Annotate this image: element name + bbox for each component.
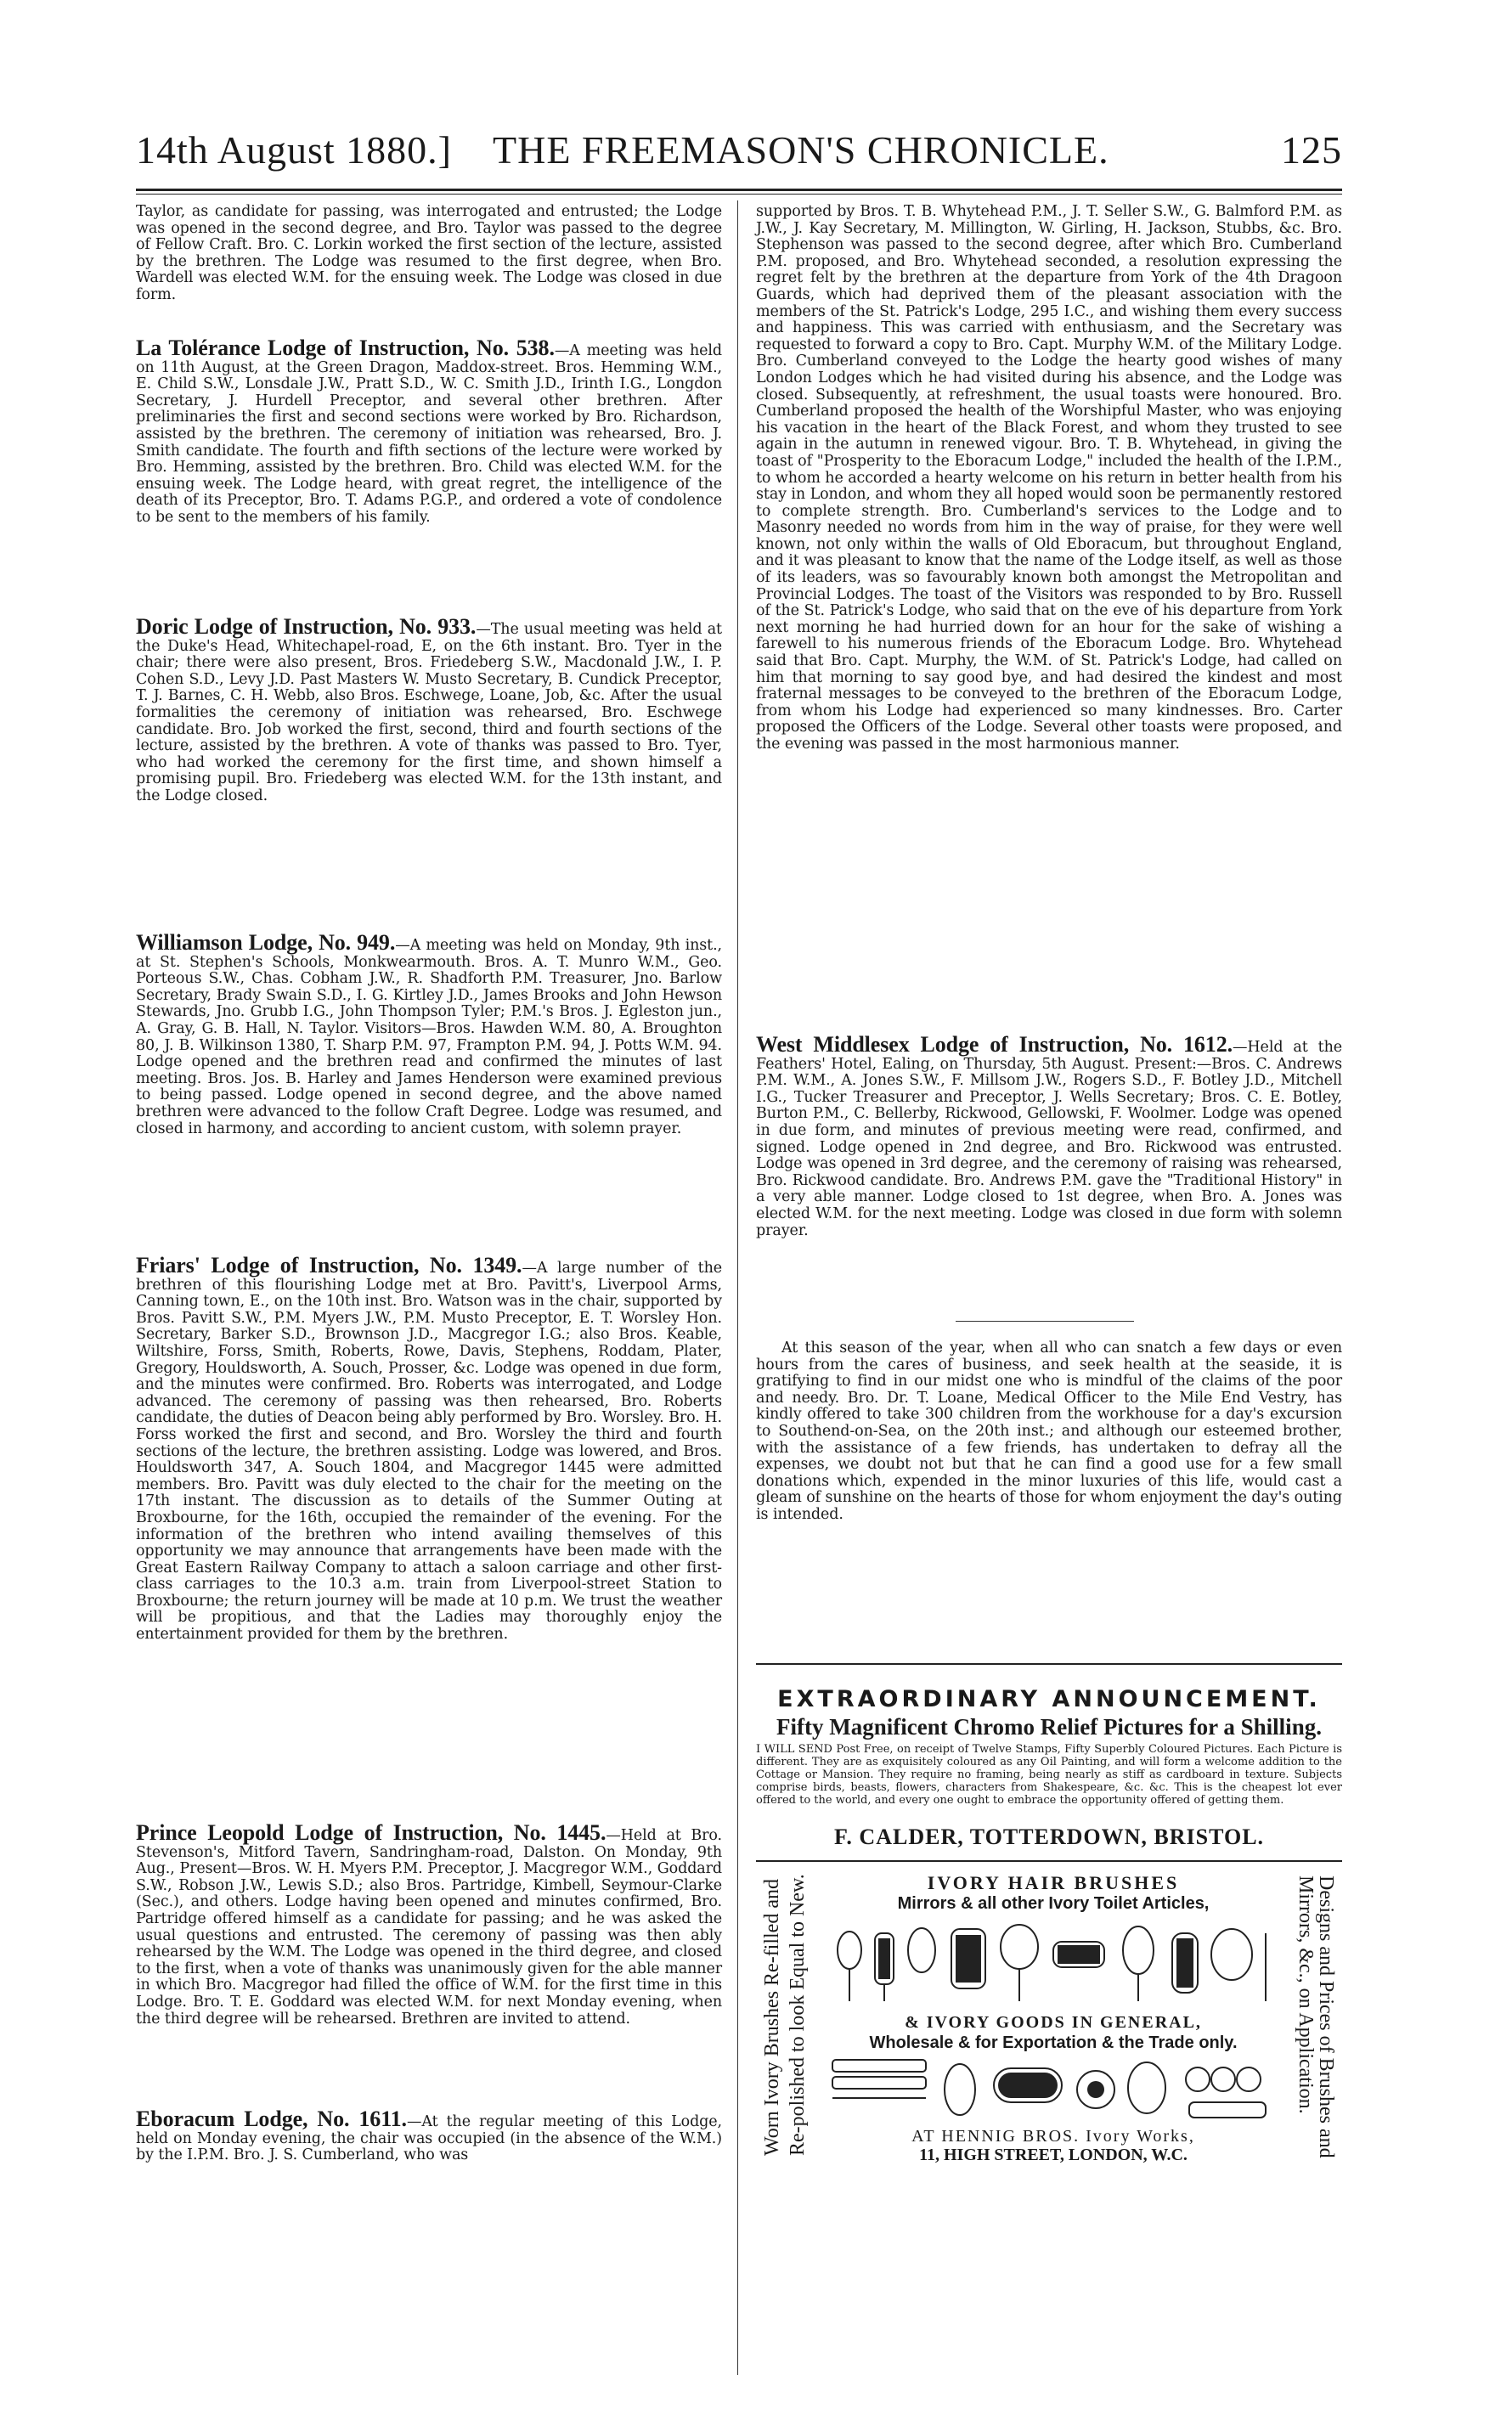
ad-vertical-line: Mirrors, &c., on Application. [1295,1875,1317,2114]
article-heading: West Middlesex Lodge of Instruction, No. 1612. [756,1032,1233,1057]
brushes-illustration [824,1916,1283,2010]
article-body: —The usual meeting was held at the Duke's Head, Whitechapel-road, E, on the 6th instant. Bro. Tyer in the chair; there were also present, Bros. Friedeberg S.W., Macdonald J.W., I. P. Cohen S.D., Levy J.D. Past Masters W. Musto Secretary, B. Cundick Preceptor, T. J. Barnes, C. H. Webb, also Bros. Eschwege, Loane, Job, &c. After the usual formalities the ceremony of initiation was rehearsed, Bro. Eschwege candidate. Bro. Job worked the first, second, third and fourth sections of the lecture, assisted by the brethren. A vote of thanks was passed to Bro. Tyer, who had worked the ceremony for the first time, and shown himself a promising pupil. Bro. Friedeberg was elected W.M. for the 13th instant, and the Lodge closed. [136,621,722,804]
section-rule [956,1321,1134,1322]
article-friars [136,1253,722,1644]
article-eboracum [136,2107,722,2164]
ad-footer-address: 11, HIGH STREET, LONDON, W.C. [919,2146,1188,2164]
article-body: —A large number of the brethren of this flourishing Lodge met at Bro. Pavitt's, Liverpool Arms, Canning town, E., on the 10th inst. Bro. Watson was in the chair, supported by Bros. Pavitt S.W., P.M. Myers J.W., P.M. Musto Preceptor, E. T. Worsley Hon. Secretary, Barker S.D., Brownson J.D., Macgregor I.G.; also Bros. Keable, Wiltshire, Forss, Smith, Roberts, Rowe, Davis, Stephens, Roddam, Plater, Gregory, Houldsworth, A. Souch, Prosser, &c. Lodge was opened in due form, and the minutes were confirmed. Bro. Roberts was interrogated, and Lodge advanced. The ceremony of passing was then rehearsed, Bro. Roberts candidate, the duties of Deacon being ably performed by Bro. Worsley. Bro. H. Forss worked the first and second, and Bro. Worsley the third and fourth sections of the lecture, the brethren assisting. Lodge was lowered, and Bros. Houldsworth 347, A. Souch 1804, and Macgregor 1445 were admitted members. Bro. Pavitt was duly elected to the chair for the meeting on the 17th instant. The discussion as to details of the Summer Outing at Broxbourne, for the 16th, occupied the remainder of the evening. For the information of the brethren who intend availing themselves of this opportunity we may announce that arrangements have been made with the Great Eastern Railway Company to attach a saloon carriage and other first-class carriages to the 10.3 a.m. train from Liverpool-street Station to Broxbourne; the return journey will be made at 10 p.m. We trust the weather will be propitious, and that the Ladies may thoroughly enjoy the entertainment provided for them by the brethren. [136,1260,722,1644]
announcement-body: I WILL SEND Post Free, on receipt of Twelve Stamps, Fifty Superbly Coloured Pictures. Each Picture is different. They are as exquisitely coloured as any Oil Painting, and will form a welcome addition to the Cottage or Mansion. They require no framing, being nearly as stiff as cardboard in texture. Subjects comprise birds, beasts, flowers, characters from Shakespeare, &c. &c. This is the cheapest lot ever offered to the world, and every one ought to embrace the opportunity offered of getting them. [756,1743,1342,1807]
ad-right-vertical-text [1295,1875,1342,2158]
issue-date: 14th August 1880.] [136,128,452,172]
article-west-middlesex [756,1032,1342,1239]
article-body: —Held at the Feathers' Hotel, Ealing, on Thursday, 5th August. Present:—Bros. C. Andrews P.M. W.M., A. Jones S.W., F. Millsom J.W., Rogers S.D., F. Botley J.D., Mitchell I.G., Tucker Treasurer and Preceptor, J. Wells Secretary; Bros. C. E. Botley, Burton P.M., C. Bellerby, Rickwood, Gellowski, F. Woolmer. Lodge was opened in due form, and minutes of previous meeting were read, confirmed, and signed. Lodge opened in 2nd degree, and Bro. Rickwood was entrusted. Lodge was opened in 3rd degree, and the ceremony of raising was rehearsed, Bro. Rickwood candidate. Bro. Andrews P.M. gave the "Traditional History" in a very able manner. Lodge closed to 1st degree, when Bro. A. Jones was elected W.M. for the next meeting. Lodge was closed in due form with solemn prayer. [756,1039,1342,1239]
left-intro-paragraph: Taylor, as candidate for passing, was interrogated and entrusted; the Lodge was opened in the second degree, and Bro. Taylor was passed to the degree of Fellow Craft. Bro. C. Lorkin worked the first section of the lecture, assisted by the brethren. The Lodge was resumed to the first degree, when Bro. Wardell was elected W.M. for the ensuing week. The Lodge was closed in due form. [136,203,722,303]
ivory-advertisement [756,1867,1342,2164]
masthead-rule [136,189,1342,191]
right-intro [756,204,1342,753]
article-doric [136,614,722,805]
right-intro-paragraph: supported by Bros. T. B. Whytehead P.M., J. T. Seller S.W., G. Balmford P.M. as J.W., J. Kay Secretary, M. Millington, W. Girling, H. Jackson, Stubbs, &c. Bro. Stephenson was passed to the second degree, after which Bro. Cumberland P.M. proposed, and Bro. Whytehead seconded, a resolution expressing the regret felt by the brethren at the departure from York of the 4th Dragoon Guards, which had deprived them of the pleasant association with the members of the St. Patrick's Lodge, 295 I.C., and wishing them every success and happiness. This was carried with enthusiasm, and the Secretary was requested to forward a copy to Bro. Capt. Murphy W.M. of the Military Lodge. Bro. Cumberland conveyed to the Lodge the hearty good wishes of many London Lodges which he had visited during his absence, and the Lodge was closed. Subsequently, at refreshment, the usual toasts were honoured. Bro. Cumberland proposed the health of the Worshipful Master, who was enjoying his vacation in the heart of the Black Forest, and whom they trusted to see again in the autumn in renewed vigour. Bro. T. B. Whytehead, in giving the toast of "Prosperity to the Eboracum Lodge," included the health of the I.P.M., to whom he accorded a hearty welcome on his return in better health from his stay in London, and whom they all hoped would soon be permanently restored to complete strength. Bro. Cumberland's services to the Lodge and to Masonry needed no words from him in the way of praise, for they were well known, not only within the walls of Old Eboracum, but throughout England, and it was pleasant to know that the name of the Lodge itself, as well as those of its leaders, was so favourably known both amongst the Metropolitan and Provincial Lodges. The toast of the Visitors was responded to by Bro. Russell of the St. Patrick's Lodge, who said that on the eve of his departure from York next morning he had hurried down for an hour for the sake of wishing a farewell to his numerous friends of the Eboracum Lodge. Bro. Whytehead said that Bro. Capt. Murphy, the W.M. of St. Patrick's Lodge, had called on him that morning to say good bye, and had desired the kindest and most fraternal messages to be conveyed to the brethren of the Eboracum Lodge, from whom his Lodge had experienced so many kindnesses. Bro. Carter proposed the Officers of the Lodge. Several other toasts were proposed, and the evening was passed in the most harmonious manner. [756,203,1342,753]
article-notice [756,1340,1342,1524]
article-heading: Doric Lodge of Instruction, No. 933. [136,614,477,639]
ad-vertical-line: Designs and Prices of Brushes and [1315,1875,1337,2158]
announcement-subtitle: Fifty Magnificent Chromo Relief Pictures for a Shilling. [776,1714,1322,1740]
announcement-signature: F. CALDER, TOTTERDOWN, BRISTOL. [833,1825,1265,1849]
ad-vertical-line: Worn Ivory Brushes Re-filled and [761,1879,783,2156]
page-number: 125 [1281,128,1342,172]
notice-paragraph: At this season of the year, when all who can snatch a few days or even hours from the cares of business, and seek health at the seaside, it is gratifying to find in our midst one who is mindful of the claims of the poor and needy. Bro. Dr. T. Loane, Medical Officer to the Mile End Vestry, has kindly offered to take 300 children from the workhouse for a day's excursion to Southend-on-Sea, on the 20th inst.; and although our esteemed brother, with the assistance of a few friends, has undertaken to defray all the expenses, we doubt not but that he can find a good use for a few small donations which, expended in the minor luxuries of this life, would cast a gleam of sunshine on the hearts of those for whom enjoyment the day's outing is intended. [756,1340,1342,1523]
article-la-tolerance [136,336,722,527]
ad-heading: IVORY HAIR BRUSHES [927,1872,1180,1893]
article-heading: Friars' Lodge of Instruction, No. 1349. [136,1253,522,1278]
article-williamson [136,930,722,1137]
article-body: —A meeting was held on Monday, 9th inst., at St. Stephen's Schools, Monkwearmouth. Bros. A. T. Munro W.M., Geo. Porteous S.W., Chas. Cobham J.W., R. Shadforth P.M. Treasurer, Jno. Barlow Secretary, Brady Swain S.D., I. G. Kirtley J.D., James Brooks and John Hewson Stewards, Jno. Grubb I.G., John Thompson Tyler; P.M.'s Bros. J. Egleston jun., A. Gray, G. B. Hall, N. Taylor. Visitors—Bros. Hawden W.M. 80, A. Broughton 80, J. B. Wilkinson 1380, T. Sharp P.M. 97, Frampton P.M. 94, J. Potts W.M. 94. Lodge opened and the brethren read and confirmed the minutes of last meeting. Bros. Jos. B. Harley and James Henderson were examined previous to being passed. Lodge opened in second degree, and the above named brethren were advanced to the follow Craft Degree. Lodge was resumed, and closed in harmony, and according to ancient custom, with solemn prayer. [136,937,722,1137]
article-heading: Eboracum Lodge, No. 1611. [136,2107,407,2131]
ad-left-vertical-text [756,1875,815,2156]
article-heading: Williamson Lodge, No. 949. [136,930,396,955]
left-intro [136,204,722,304]
newspaper-title: THE FREEMASON'S CHRONICLE. [493,128,1109,172]
announcement-rule-top [756,1663,1342,1665]
announcement-title: EXTRAORDINARY ANNOUNCEMENT. [777,1686,1321,1712]
ad-footer-maker: AT HENNIG BROS. Ivory Works, [911,2127,1195,2146]
article-prince-leopold [136,1820,722,2028]
masthead-rule-thin [136,194,1342,195]
article-body: —At the regular meeting of this Lodge, held on Monday evening, the chair was occupied (in the absence of the W.M.) by the I.P.M. Bro. J. S. Cumberland, who was [136,2113,722,2164]
column-divider [737,200,738,2375]
masthead [136,127,1342,178]
article-body: —A meeting was held on 11th August, at the Green Dragon, Maddox-street. Bros. Hemming W.M., E. Child S.W., Lonsdale J.W., Pratt S.D., W. C. Smith J.D., Irinth I.G., Longdon Secretary, J. Hurdell Preceptor, and several other brethren. After preliminaries the first and second sections were worked by Bro. Richardson, assisted by the brethren. The ceremony of initiation was rehearsed, Bro. J. Smith candidate. The fourth and fifth sections of the lecture were worked by Bro. Hemming, assisted by the brethren. Bro. Child was elected W.M. for the ensuing week. The Lodge heard, with great regret, the intelligence of the death of its Preceptor, Bro. T. Adams P.G.P., and ordered a vote of condolence to be sent to the members of his family. [136,342,722,526]
article-body: —Held at Bro. Stevenson's, Mitford Tavern, Sandringham-road, Dalston. On Monday, 9th Aug., Present—Bros. W. H. Myers P.M. Preceptor, J. Macgregor W.M., Goddard S.W., Robson J.W., Lewis S.D.; also Bros. Partridge, Kimbell, Seymour-Clarke (Sec.), and others. Lodge having been opened and minutes confirmed, Bro. Partridge offered himself as a candidate for passing; and he was asked the usual questions and entrusted. The ceremony of passing was then ably rehearsed by the W.M. The Lodge was opened in the third degree, and closed to the first, when a vote of thanks was unanimously given for the able manner in which Bro. Macgregor had filled the office of W.M. for the first time in this Lodge. Bro. T. E. Goddard was elected W.M. for next Monday evening, when the third degree will be rehearsed. Brethren are invited to attend. [136,1827,722,2028]
ad-mid-subheading: Wholesale & for Exportation & the Trade only. [869,2033,1238,2052]
article-heading: La Tolérance Lodge of Instruction, No. 538. [136,336,555,360]
article-heading: Prince Leopold Lodge of Instruction, No. 1445. [136,1820,606,1845]
toilet-articles-illustration [824,2056,1283,2124]
announcement-rule-bottom [756,1860,1342,1862]
ad-vertical-line: Re-polished to look Equal to New. [787,1874,809,2156]
ad-mid-heading: & IVORY GOODS IN GENERAL, [905,2013,1202,2032]
ad-subheading: Mirrors & all other Ivory Toilet Articles, [897,1894,1210,1913]
hand-mirror-shape [838,1932,861,1969]
